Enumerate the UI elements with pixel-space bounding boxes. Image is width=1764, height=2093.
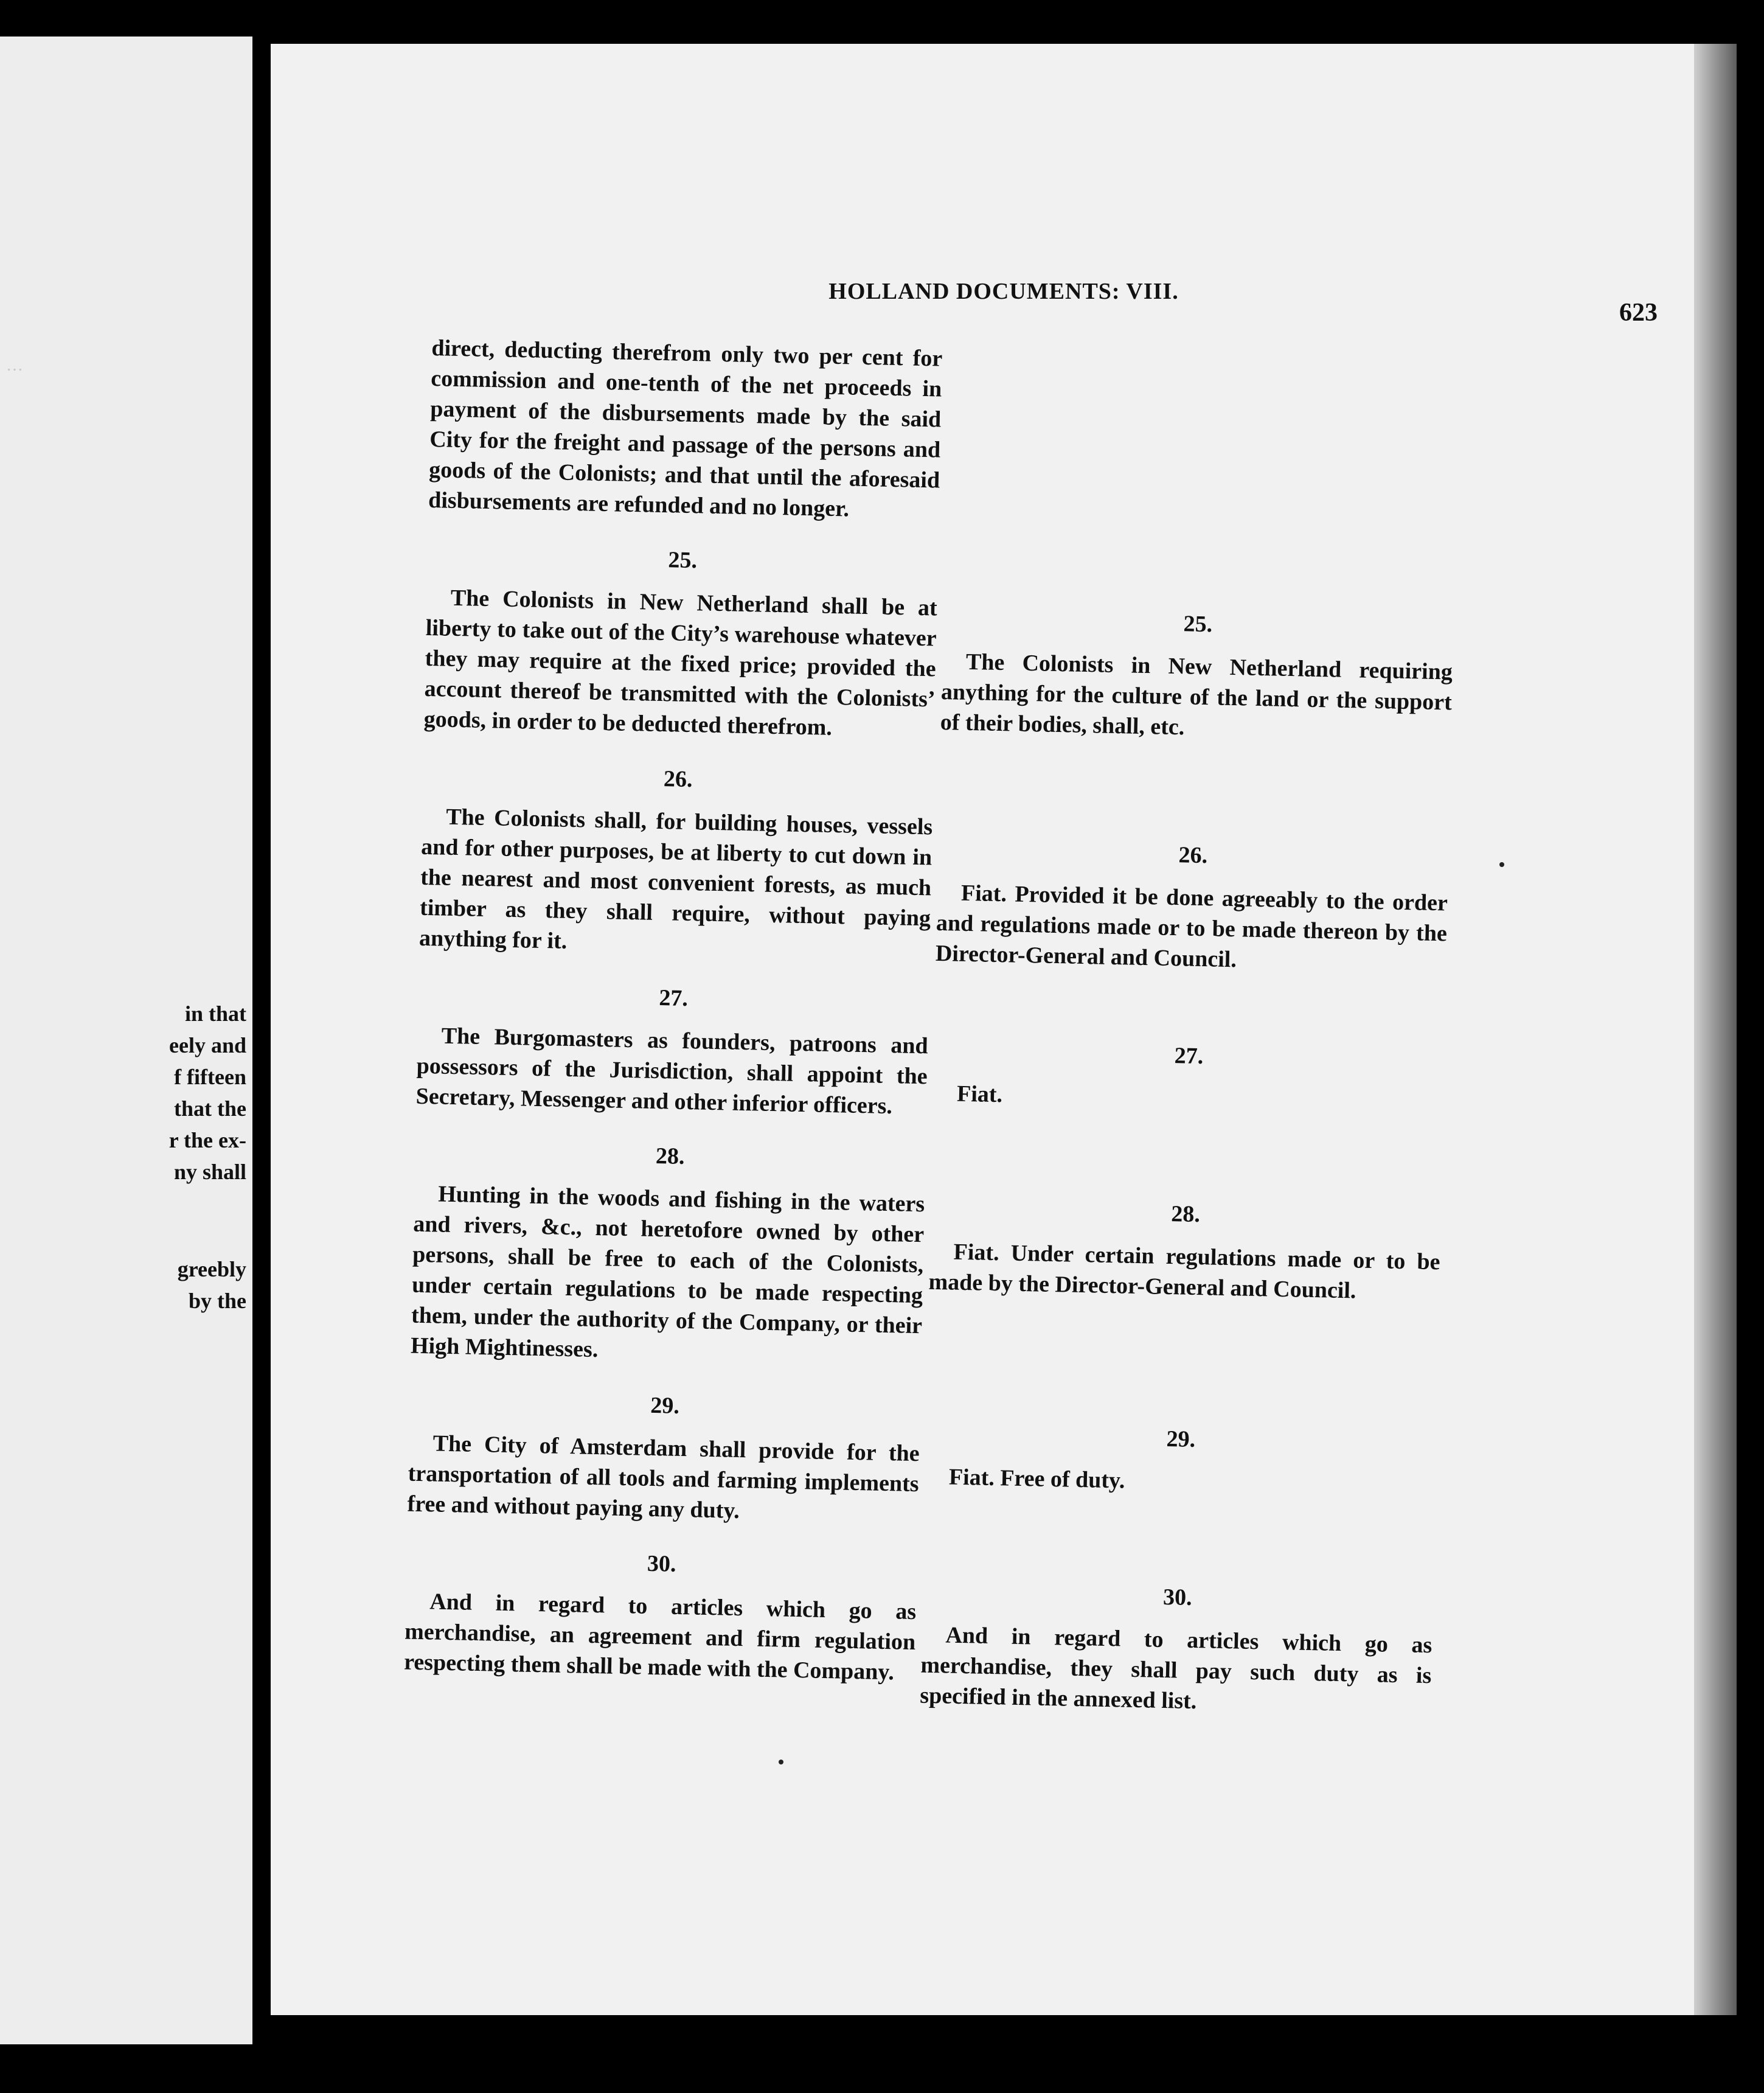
section-number: 30. — [647, 1550, 676, 1577]
bleed-through-text: … — [6, 356, 23, 375]
facing-page-fragment: ny shall — [173, 1160, 246, 1184]
section-number: 29. — [650, 1392, 680, 1419]
facing-page-fragment: by the — [188, 1289, 246, 1313]
section-text: The City of Amsterdam shall provide for the transportation of all tools and farming implements free and without paying any duty. — [407, 1430, 920, 1524]
facing-page-fragment: r the ex- — [168, 1128, 246, 1152]
section-number: 28. — [655, 1143, 685, 1169]
right-column — [919, 604, 1454, 1746]
section-text: And in regard to articles which go as merchandise, an agreement and firm regulation respecting them shall be made with the Company. — [403, 1589, 917, 1685]
section-number: 26. — [663, 766, 693, 793]
section-number: 26. — [1178, 842, 1208, 869]
facing-page-fragment: greebly — [177, 1257, 246, 1281]
section-text: Fiat. Provided it be done agreeably to the order and regulations made or to be made thereon by the Director-General and Council. — [935, 880, 1448, 973]
ink-speck — [779, 1760, 783, 1764]
document-page — [271, 44, 1737, 2015]
section-text: Hunting in the woods and fishing in the waters and rivers, &c., not heretofore owned by other persons, shall be free to each of the Colonists, under certain regulations to be made respecting them, under the authority of the Company, or their High Mightinesses. — [410, 1181, 925, 1363]
facing-page — [0, 37, 252, 2044]
section-text: And in regard to articles which go as merchandise, they shall pay such duty as is specified in the annexed list. — [919, 1622, 1432, 1715]
page-number: 623 — [1619, 299, 1658, 327]
section-number: 30. — [1162, 1584, 1193, 1611]
facing-page-fragment: that the — [174, 1096, 246, 1121]
section-number: 25. — [1183, 611, 1213, 638]
section-text: The Colonists shall, for building houses, vessels and for other purposes, be at liberty to cut down in the nearest and most convenient forests, as much timber as they shall require, without paying anything for it. — [418, 804, 933, 954]
section-text: Fiat. Under certain regulations made or to be made by the Director-General and Council. — [928, 1239, 1440, 1304]
section-number: 25. — [668, 547, 698, 574]
continuation-paragraph: direct, deducting therefrom only two per cent for commission and one-tenth of the net proceeds in payment of the disbursements made by the said City for the freight and passage of the persons and goods of the Colonists; and that until the aforesaid disbursements are refunded and no longer. — [428, 335, 943, 522]
running-head: HOLLAND DOCUMENTS: VIII. — [828, 279, 1179, 304]
section-number: 27. — [659, 985, 689, 1012]
left-column — [403, 333, 943, 1712]
section-text: Fiat. Free of duty. — [948, 1464, 1125, 1494]
section-number: 29. — [1166, 1426, 1196, 1452]
ink-speck — [1499, 862, 1504, 867]
section-text: The Colonists in New Netherland requiring anything for the culture of the land or the support of their bodies, shall, etc. — [940, 649, 1453, 740]
facing-page-fragment: f fifteen — [174, 1065, 246, 1089]
facing-page-fragment: eely and — [168, 1033, 246, 1057]
section-number: 27. — [1174, 1043, 1204, 1070]
section-number: 28. — [1170, 1201, 1201, 1228]
section-text: The Colonists in New Netherland shall be at liberty to take out of the City’s warehouse whatever they may require at the fixed price; provided the account thereof be transmitted with the Colonists’ goods, in order to be deducted therefrom. — [423, 585, 938, 740]
section-text: The Burgomasters as founders, patroons and possessors of the Jurisdiction, shall appoint the Secretary, Messenger and other inferior officers. — [415, 1023, 929, 1120]
section-text: Fiat. — [956, 1081, 1003, 1108]
facing-page-fragment: in that — [184, 1001, 246, 1026]
